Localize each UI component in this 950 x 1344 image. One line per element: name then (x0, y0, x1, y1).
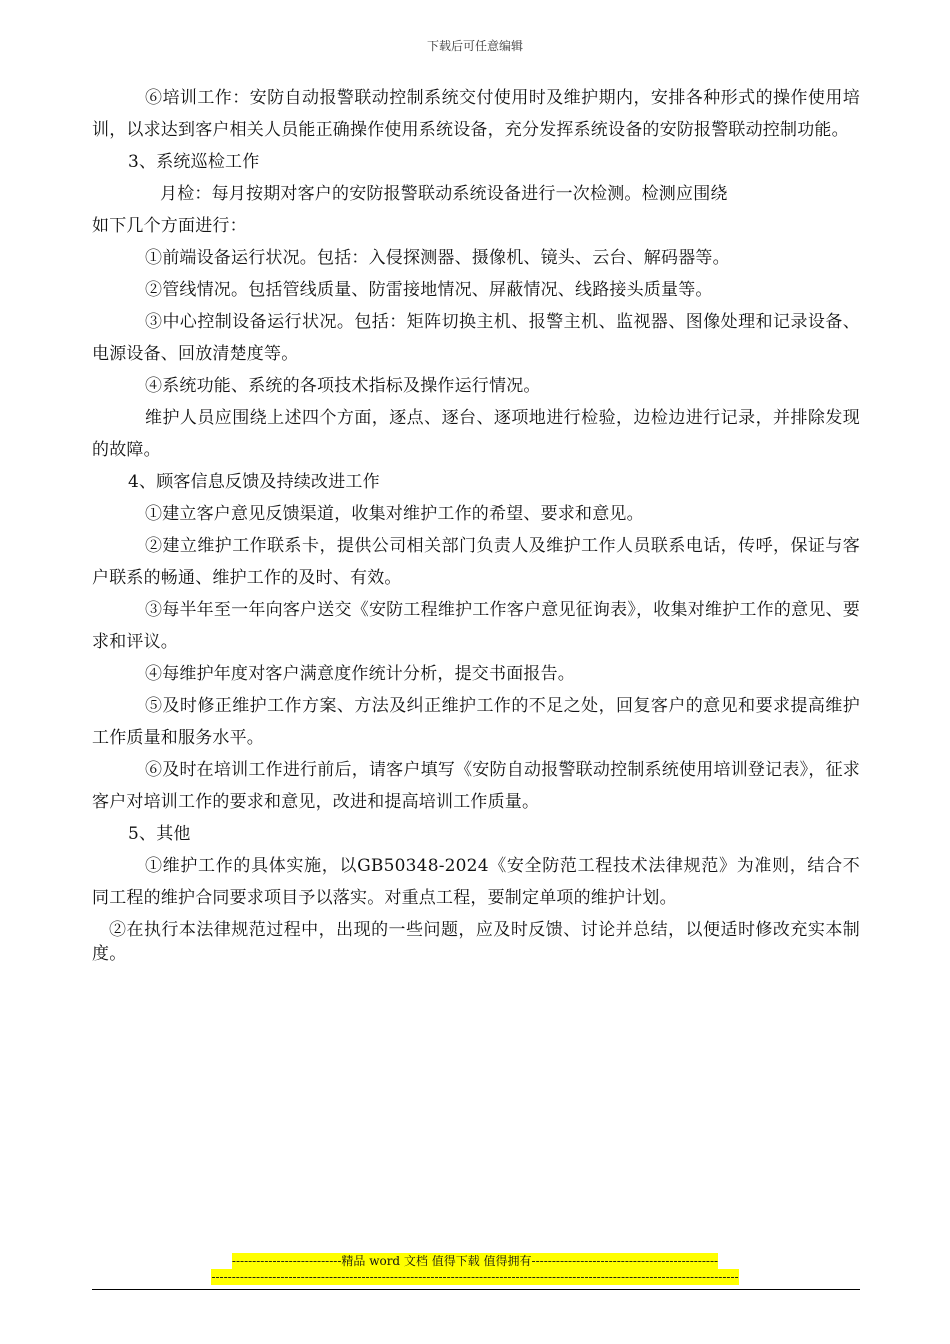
list-item-training-register: ⑥及时在培训工作进行前后，请客户填写《安防自动报警联动控制系统使用培训登记表》，征求客户对培训工作的要求和意见，改进和提高培训工作质量。 (92, 760, 860, 812)
paragraph-monthly-check: 月检：每月按期对客户的安防报警联动系统设备进行一次检测。检测应围绕 (160, 184, 728, 204)
list-item-correction: ⑤及时修正维护工作方案、方法及纠正维护工作的不足之处，回复客户的意见和要求提高维护工作质量和服务水平。 (92, 696, 860, 748)
document-body (92, 82, 860, 966)
list-item-center-control: ③中心控制设备运行状况。包括：矩阵切换主机、报警主机、监视器、图像处理和记录设备、电源设备、回放清楚度等。 (92, 312, 860, 364)
footer-rule (92, 1289, 860, 1290)
footer-line-1 (0, 1252, 950, 1269)
list-item-survey: ③每半年至一年向客户送交《安防工程维护工作客户意见征询表》，收集对维护工作的意见、要求和评议。 (92, 600, 860, 652)
list-item-feedback-channel: ①建立客户意见反馈渠道，收集对维护工作的希望、要求和意见。 (145, 504, 644, 524)
list-item-system-function: ④系统功能、系统的各项技术指标及操作运行情况。 (145, 376, 541, 396)
paragraph-monthly-check-cont: 如下几个方面进行： (92, 216, 247, 236)
list-item-satisfaction: ④每维护年度对客户满意度作统计分析，提交书面报告。 (145, 664, 575, 684)
list-item-frontend: ①前端设备运行状况。包括：入侵探测器、摄像机、镜头、云台、解码器等。 (145, 248, 730, 268)
list-item-contact-card: ②建立维护工作联系卡，提供公司相关部门负责人及维护工作人员联系电话，传呼，保证与客户联系的畅通、维护工作的及时、有效。 (92, 536, 860, 588)
page-header: 下载后可任意编辑 (426, 39, 523, 53)
paragraph-training: ⑥培训工作：安防自动报警联动控制系统交付使用时及维护期内，安排各种形式的操作使用培训，以求达到客户相关人员能正确操作使用系统设备，充分发挥系统设备的安防报警联动控制功能。 (92, 88, 860, 140)
section-heading-other: 5、其他 (128, 824, 191, 844)
section-heading-feedback: 4、顾客信息反馈及持续改进工作 (128, 472, 380, 492)
list-item-pipeline: ②管线情况。包括管线质量、防雷接地情况、屏蔽情况、线路接头质量等。 (145, 280, 713, 300)
footer-dash-line: ---------------------------------------------------------------------------------------------------------------------------------- (211, 1270, 739, 1284)
list-item-implementation: ①维护工作的具体实施，以GB50348-2024《安全防范工程技术法律规范》为准则，结合不同工程的维护合同要求项目予以落实。对重点工程，要制定单项的维护计划。 (92, 856, 860, 908)
footer-line-2 (0, 1270, 950, 1284)
paragraph-maintenance-staff: 维护人员应围绕上述四个方面，逐点、逐台、逐项地进行检验，边检边进行记录，并排除发现的故障。 (92, 408, 860, 460)
section-heading-inspection: 3、系统巡检工作 (128, 152, 260, 172)
list-item-revision: ②在执行本法律规范过程中，出现的一些问题，应及时反馈、讨论并总结，以便适时修改充实本制度。 (92, 920, 860, 964)
footer-watermark-text: ---------------------------精品 word 文档 值得下载 值得拥有---------------------------------------------- (231, 1254, 719, 1268)
